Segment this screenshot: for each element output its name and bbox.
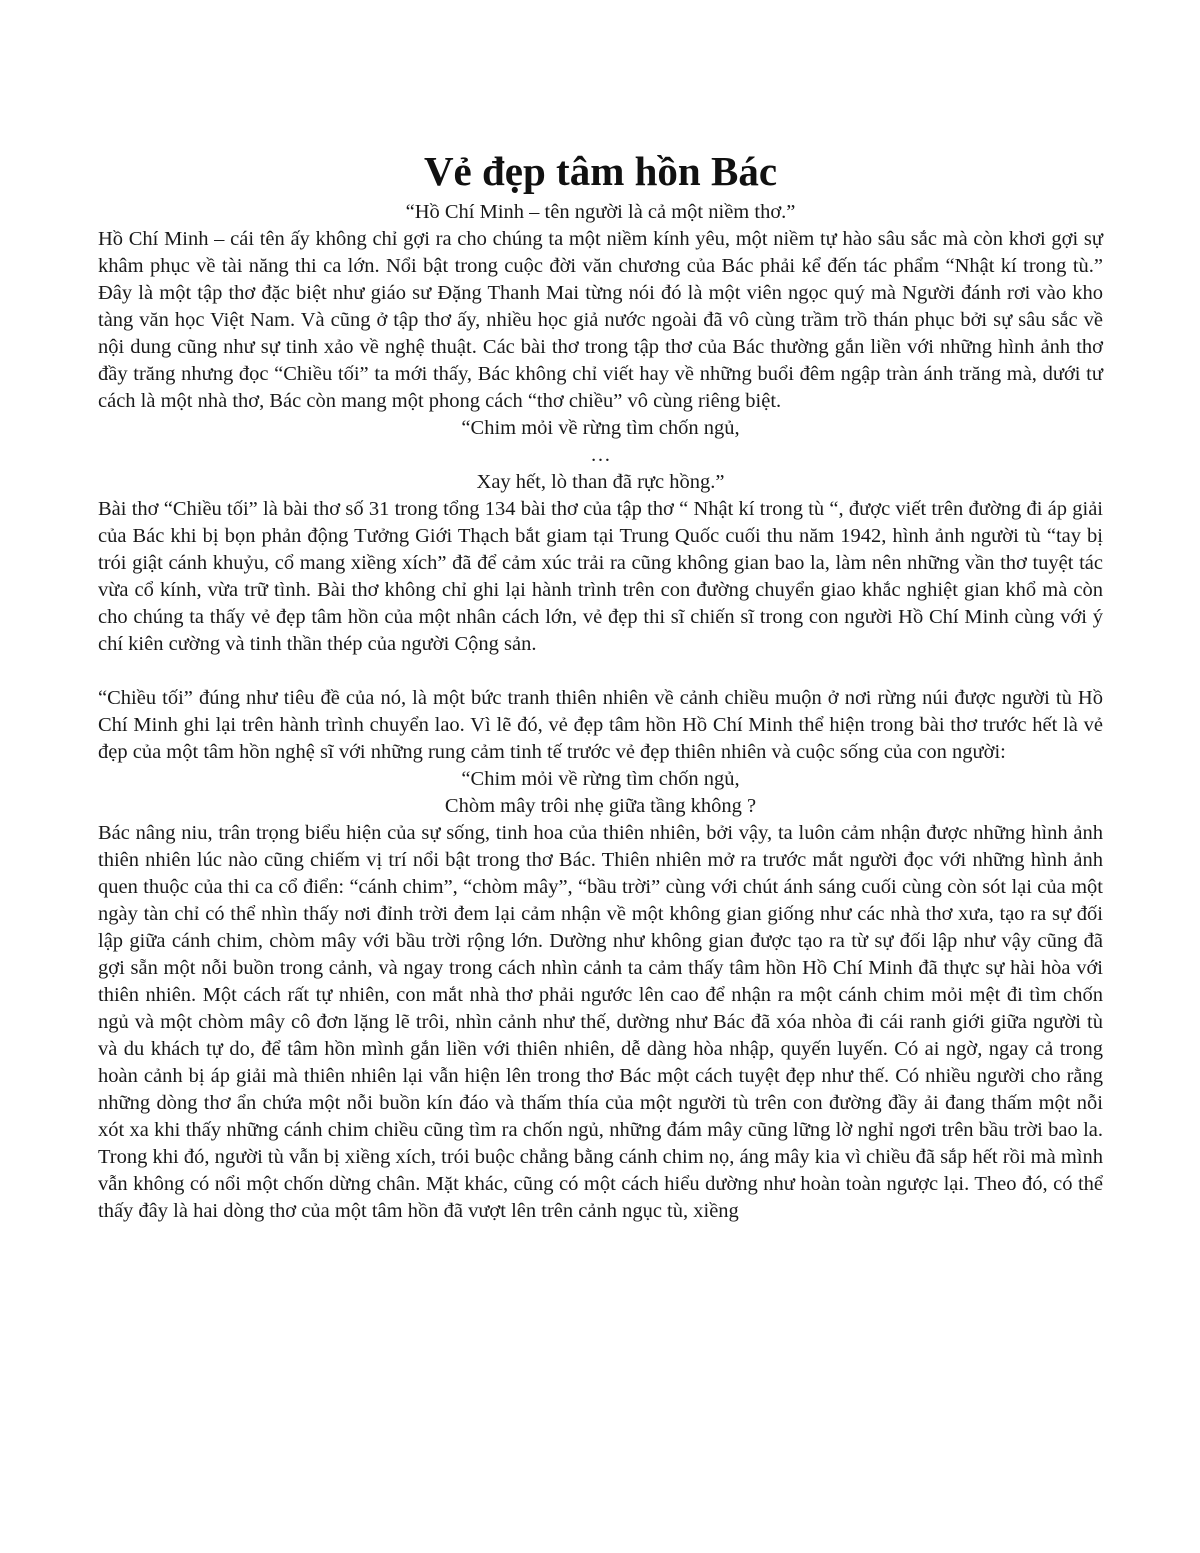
- epigraph: “Hồ Chí Minh – tên người là cả một niềm thơ.”: [405, 201, 796, 223]
- poem-line: “Chim mỏi về rừng tìm chốn ngủ,: [461, 768, 740, 790]
- poem-excerpt-2: [98, 766, 1103, 820]
- poem-line: Xay hết, lò than đã rực hồng.”: [476, 471, 725, 493]
- poem-line: “Chim mỏi về rừng tìm chốn ngủ,: [461, 417, 740, 439]
- paragraph-gap: [98, 658, 1103, 685]
- paragraph-context: Bài thơ “Chiều tối” là bài thơ số 31 trong tổng 134 bài thơ của tập thơ “ Nhật kí trong tù “, được viết trên đường đi áp giải của Bác khi bị bọn phản động Tưởng Giới Thạch bắt giam tại Trung Quốc cuối thu năm 1942, hình ảnh người tù “tay bị trói giật cánh khuỷu, cổ mang xiềng xích” đã để cảm xúc trải ra cũng không gian bao la, làm nên những vần thơ tuyệt tác vừa cổ kính, vừa trữ tình. Bài thơ không chỉ ghi lại hành trình trên con đường chuyển giao khắc nghiệt gian khổ mà còn cho chúng ta thấy vẻ đẹp tâm hồn của một nhân cách lớn, vẻ đẹp thi sĩ chiến sĩ trong con người Hồ Chí Minh cùng với ý chí kiên cường và tinh thần thép của người Cộng sản.: [98, 498, 1103, 655]
- poem-excerpt-1: [98, 415, 1103, 496]
- paragraph-nature: Bác nâng niu, trân trọng biểu hiện của sự sống, tinh hoa của thiên nhiên, bởi vậy, ta luôn cảm nhận được những hình ảnh thiên nhiên lúc nào cũng chiếm vị trí nổi bật trong thơ Bác. Thiên nhiên mở ra trước mắt người đọc với những hình ảnh quen thuộc của thi ca cổ điển: “cánh chim”, “chòm mây”, “bầu trời” cùng với chút ánh sáng cuối cùng còn sót lại của một ngày tàn chỉ có thể nhìn thấy nơi đỉnh trời đem lại cảm nhận về một không gian giống như các nhà thơ xưa, tạo ra sự đối lập giữa cánh chim, chòm mây với bầu trời rộng lớn. Dường như không gian được tạo ra từ sự đối lập như vậy cũng đã gợi sẵn một nỗi buồn trong cảnh, và ngay trong cách nhìn cảnh ta cảm thấy tâm hồn Hồ Chí Minh đã thực sự hài hòa với thiên nhiên. Một cách rất tự nhiên, con mắt nhà thơ phải ngước lên cao để nhận ra một cánh chim mỏi mệt đi tìm chốn ngủ và một chòm mây cô đơn lặng lẽ trôi, nhìn cảnh như thế, dường như Bác đã xóa nhòa đi cái ranh giới giữa người tù và du khách tự do, để tâm hồn mình gắn liền với thiên nhiên, dễ dàng hòa nhập, quyến luyến. Có ai ngờ, ngay cả trong hoàn cảnh bị áp giải mà thiên nhiên lại vẫn hiện lên trong thơ Bác một cách tuyệt đẹp như thế. Có nhiều người cho rằng những dòng thơ ẩn chứa một nỗi buồn kín đáo và thấm thía của một người tù trên con đường đầy ải đang thấm một nỗi xót xa khi thấy những cánh chim chiều cũng tìm ra chốn ngủ, những đám mây cũng lững lờ nghỉ ngơi trên bầu trời bao la. Trong khi đó, người tù vẫn bị xiềng xích, trói buộc chẳng bằng cánh chim nọ, áng mây kia vì chiều đã sắp hết rồi mà mình vẫn không có nổi một chốn dừng chân. Mặt khác, cũng có một cách hiểu dường như hoàn toàn ngược lại. Theo đó, có thể thấy đây là hai dòng thơ của một tâm hồn đã vượt lên trên cảnh ngục tù, xiềng: [98, 822, 1103, 1222]
- poem-line: Chòm mây trôi nhẹ giữa tầng không ?: [444, 795, 757, 817]
- paragraph-analysis: “Chiều tối” đúng như tiêu đề của nó, là một bức tranh thiên nhiên về cảnh chiều muộn ở nơi rừng núi được người tù Hồ Chí Minh ghi lại trên hành trình chuyển lao. Vì lẽ đó, vẻ đẹp tâm hồn Hồ Chí Minh thể hiện trong bài thơ trước hết là vẻ đẹp của một tâm hồn nghệ sĩ với những rung cảm tinh tế trước vẻ đẹp thiên nhiên và cuộc sống của con người:: [98, 687, 1103, 763]
- poem-line: …: [590, 444, 611, 466]
- paragraph-intro: Hồ Chí Minh – cái tên ấy không chỉ gợi ra cho chúng ta một niềm kính yêu, một niềm tự hào sâu sắc mà còn khơi gợi sự khâm phục về tài năng thi ca lớn. Nổi bật trong cuộc đời văn chương của Bác phải kể đến tác phẩm “Nhật kí trong tù.” Đây là một tập thơ đặc biệt như giáo sư Đặng Thanh Mai từng nói đó là một viên ngọc quý mà Người đánh rơi vào kho tàng văn học Việt Nam. Và cũng ở tập thơ ấy, nhiều học giả nước ngoài đã vô cùng trầm trồ thán phục bởi sự sâu sắc về nội dung cũng như sự tinh xảo về nghệ thuật. Các bài thơ trong tập thơ của Bác thường gắn liền với những hình ảnh thơ đầy trăng nhưng đọc “Chiều tối” ta mới thấy, Bác không chỉ viết hay về những buổi đêm ngập tràn ánh trăng mà, dưới tư cách là một nhà thơ, Bác còn mang một phong cách “thơ chiều” vô cùng riêng biệt.: [98, 228, 1103, 412]
- document-page: [98, 0, 1103, 1225]
- document-title: Vẻ đẹp tâm hồn Bác: [423, 148, 778, 194]
